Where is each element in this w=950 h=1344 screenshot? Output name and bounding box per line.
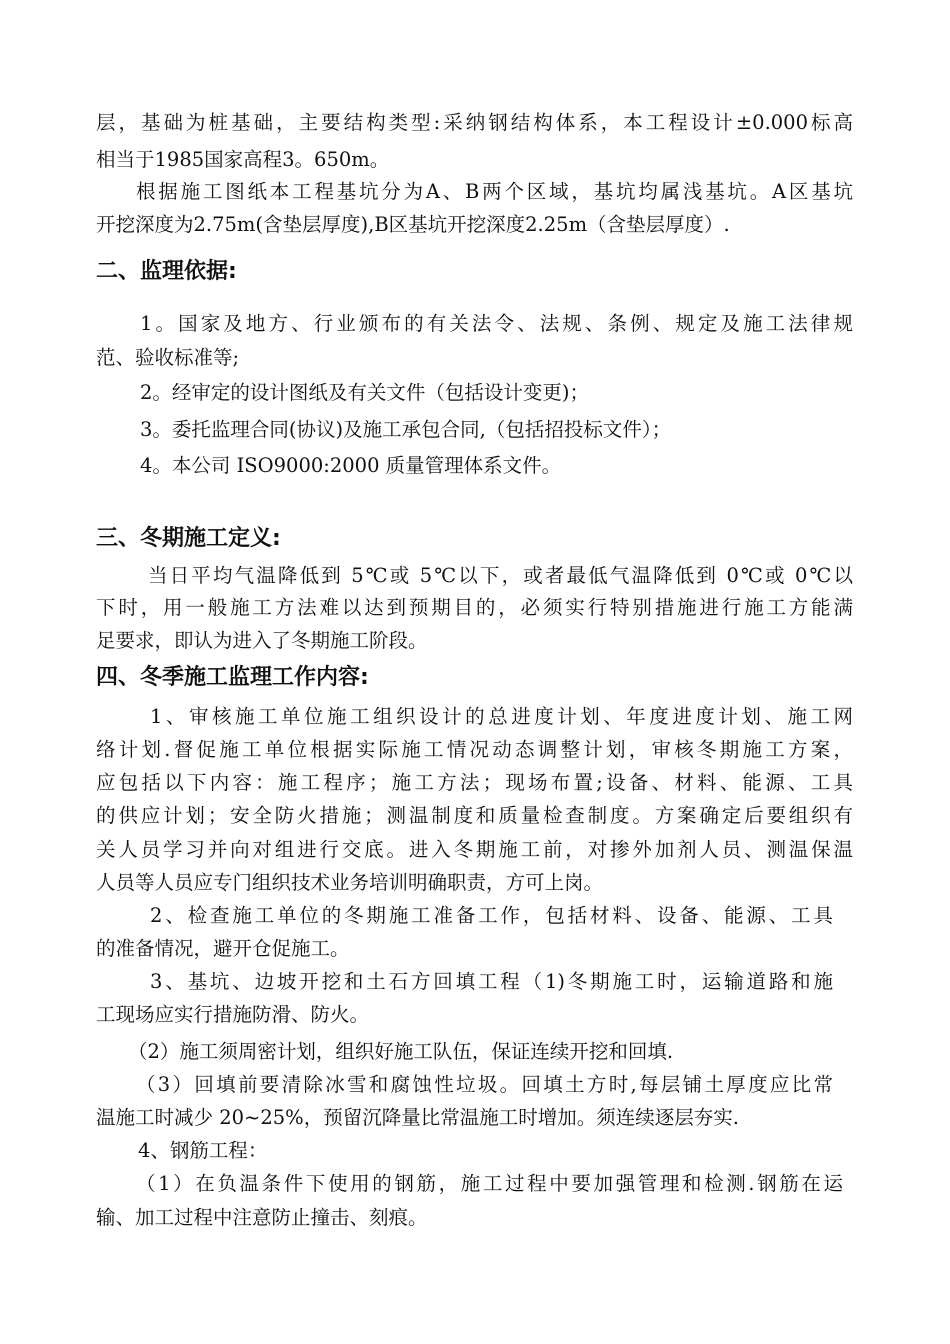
sec4-p1-line5: 关人员学习并向对组进行交底。进入冬期施工前，对掺外加剂人员、测温保温 [96, 838, 853, 861]
sec4-p3-line2: 工现场应实行措施防滑、防火。 [96, 1003, 370, 1026]
section-2-heading: 二、监理依据: [96, 259, 237, 284]
sec4-p7-line1: （1）在负温条件下使用的钢筋，施工过程中要加强管理和检测.钢筋在运 [136, 1172, 843, 1195]
intro-p2-line2: 开挖深度为2.75m(含垫层厚度),B区基坑开挖深度2.25m（含垫层厚度）. [96, 213, 730, 236]
sec2-item2: 2。经审定的设计图纸及有关文件（包括设计变更)； [140, 381, 590, 404]
sec4-p1-line2: 络计划.督促施工单位根据实际施工情况动态调整计划，审核冬期施工方案， [96, 738, 853, 761]
sec4-p1-line3: 应包括以下内容：施工程序；施工方法；现场布置;设备、材料、能源、工具 [96, 771, 853, 794]
sec2-item1-line1: 1。国家及地方、行业颁布的有关法令、法规、条例、规定及施工法律规 [140, 312, 853, 335]
section-4-heading: 四、冬季施工监理工作内容: [96, 665, 369, 690]
sec4-p2-line2: 的准备情况，避开仓促施工。 [96, 937, 350, 960]
sec3-line1: 当日平均气温降低到 5℃或 5℃以下，或者最低气温降低到 0℃或 0℃以 [148, 564, 853, 587]
sec4-p2-line1: 2、检查施工单位的冬期施工准备工作，包括材料、设备、能源、工具 [150, 904, 833, 927]
sec3-line2: 下时，用一般施工方法难以达到预期目的，必须实行特别措施进行施工方能满 [96, 596, 853, 619]
sec2-item4: 4。本公司 ISO9000:2000 质量管理体系文件。 [140, 454, 562, 477]
sec3-line3: 足要求，即认为进入了冬期施工阶段。 [96, 629, 428, 652]
intro-p1-line2: 相当于1985国家高程3。650m。 [96, 148, 390, 171]
sec2-item3: 3。委托监理合同(协议)及施工承包合同,（包括招投标文件）； [140, 418, 672, 441]
sec4-p4: （2）施工须周密计划，组织好施工队伍，保证连续开挖和回填. [128, 1040, 674, 1063]
section-3-heading: 三、冬期施工定义: [96, 526, 281, 551]
sec4-p6: 4、钢筋工程： [138, 1139, 268, 1162]
intro-p2-line1: 根据施工图纸本工程基坑分为A、B两个区域，基坑均属浅基坑。A区基坑 [136, 180, 853, 203]
sec4-p5-line2: 温施工时减少 20~25%，预留沉降量比常温施工时增加。须连续逐层夯实. [96, 1106, 739, 1129]
sec2-item1-line2: 范、验收标准等; [96, 346, 240, 369]
sec4-p1-line1: 1、审核施工单位施工组织设计的总进度计划、年度进度计划、施工网 [150, 705, 853, 728]
sec4-p7-line2: 输、加工过程中注意防止撞击、刻痕。 [96, 1206, 428, 1229]
intro-p1-line1: 层，基础为桩基础，主要结构类型:采纳钢结构体系，本工程设计±0.000标高 [96, 111, 853, 134]
sec4-p3-line1: 3、基坑、边坡开挖和土石方回填工程（1)冬期施工时，运输道路和施 [150, 970, 833, 993]
sec4-p1-line6: 人员等人员应专门组织技术业务培训明确职责，方可上岗。 [96, 871, 604, 894]
sec4-p1-line4: 的供应计划；安全防火措施；测温制度和质量检查制度。方案确定后要组织有 [96, 804, 853, 827]
sec4-p5-line1: （3）回填前要清除冰雪和腐蚀性垃圾。回填土方时,每层铺土厚度应比常 [136, 1073, 833, 1096]
